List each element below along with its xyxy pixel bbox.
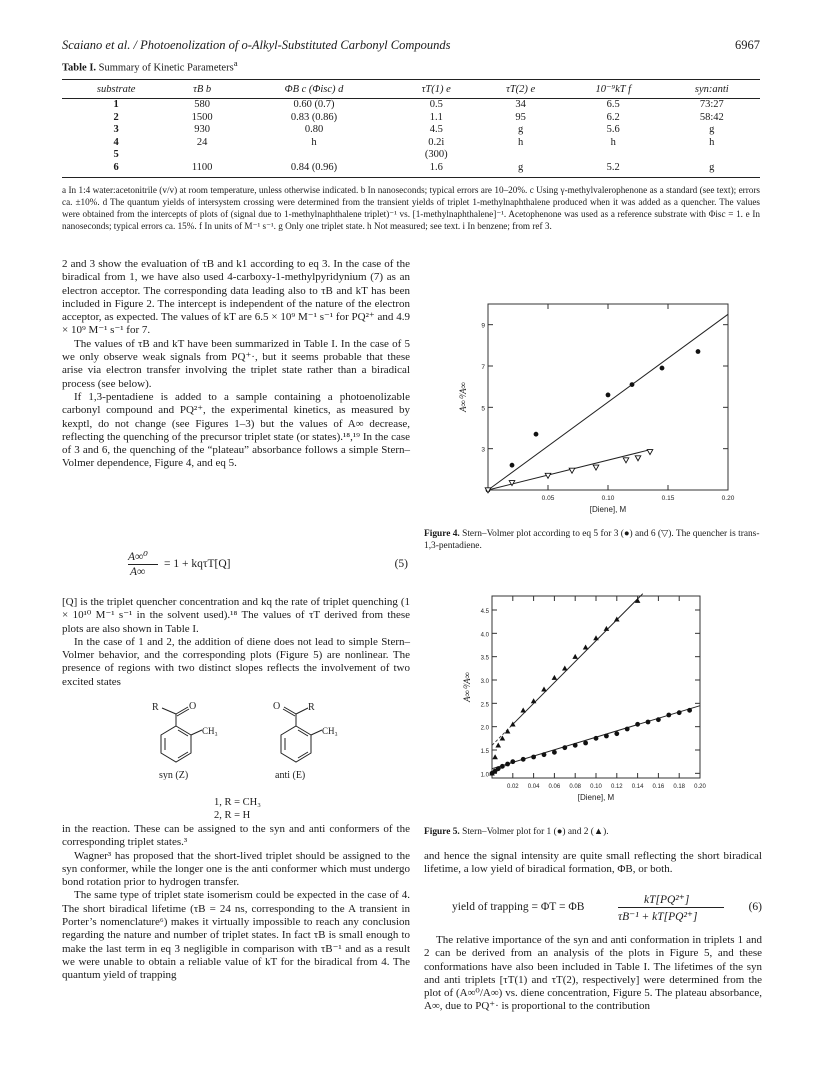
- left-paragraph-6: in the reaction. These can be assigned to the syn and anti conformers of the corresponding triplet states.³: [62, 823, 410, 849]
- table-cell: 2: [113, 111, 119, 123]
- table-cell: 6: [62, 162, 170, 177]
- table-cell: 0.2i: [428, 136, 445, 148]
- figure-5-caption-text: Stern–Volmer plot for 1 (●) and 2 (▲).: [462, 827, 609, 837]
- table-body: [62, 99, 760, 178]
- equation-5: [128, 549, 408, 583]
- x-tick-label: 0.18: [673, 784, 686, 790]
- data-point: [562, 666, 568, 671]
- data-point: [552, 750, 557, 755]
- table-cell: 0.80: [304, 124, 324, 136]
- right-column-block-2: [424, 934, 762, 1014]
- right-paragraph-2: The relative importance of the syn and anti conformation in triplets 1 and 2 can be derived from an analysis of the plots in Figure 5, and these conformations have also been included in Table I. The lifetimes of the syn and anti triplets [τT(1) and τT(2), respectively] were determined from the plot of (A∞⁰/A∞) vs. diene concentration, Figure 5. The plateau absorbance, A∞, due to PQ⁺· is proportional to the contribution: [424, 934, 762, 1013]
- table-caption-sup: a: [233, 58, 238, 68]
- data-point: [510, 759, 515, 764]
- anti-label: anti (E): [275, 770, 306, 780]
- table-cell: h: [709, 136, 715, 148]
- running-header: [62, 38, 760, 54]
- data-point: [583, 645, 589, 650]
- figure-4-chart: [450, 294, 750, 524]
- table-row: [62, 162, 760, 177]
- x-tick-label: 0.08: [569, 784, 582, 790]
- plot-frame: [492, 596, 700, 778]
- x-tick-label: 0.12: [610, 784, 623, 790]
- data-point: [660, 366, 665, 371]
- y-tick-label: 2.0: [480, 725, 489, 732]
- table-row: [62, 99, 760, 112]
- table-row: [62, 137, 760, 150]
- data-point: [606, 393, 611, 398]
- data-point: [646, 720, 651, 725]
- syn-label: syn (Z): [159, 770, 189, 780]
- table-cell: g: [664, 162, 760, 177]
- y-tick-label: 7: [481, 364, 485, 371]
- dashed-fit-line: [492, 724, 513, 745]
- table-cell: 1500: [191, 111, 213, 123]
- data-point: [647, 450, 653, 455]
- table-cell: 0.83 (0.86): [290, 111, 338, 123]
- eq5-number: (5): [394, 558, 408, 570]
- eq6-numerator: kT[PQ²⁺]: [644, 894, 690, 906]
- table-header-row: [62, 80, 760, 99]
- table-column-header: τT(1) e: [394, 80, 478, 99]
- table-cell: 5.6: [606, 124, 620, 136]
- table-cell: 95: [515, 111, 526, 123]
- left-column-block-2: [62, 596, 410, 689]
- data-point: [594, 736, 599, 741]
- x-axis-label: [Diene], M: [577, 793, 615, 802]
- y-tick-label: 4.5: [480, 609, 489, 615]
- kinetic-parameters-table: [62, 79, 760, 178]
- x-tick-label: 0.10: [601, 495, 615, 502]
- table-cell: 5: [113, 149, 119, 161]
- x-tick-label: 0.14: [631, 784, 644, 790]
- y-axis-label: A∞⁰/A∞: [458, 382, 468, 412]
- data-point: [656, 717, 661, 722]
- table-cell: h: [610, 136, 616, 148]
- left-paragraph-3: If 1,3-pentadiene is added to a sample containing a photoenolizable carbonyl compound and PQ²⁺, the experimental kinetics, as measured by kexptl, do not change (see Figures 1–3) but the values of A∞ decrease, reflecting the quenching of the precursor triplet state (or states).¹⁸,¹⁹ In the case of 3 and 6, the quenching of the “plateau” absorbance follows a simple Stern–Volmer dependence, Figure 4, and eq 5.: [62, 390, 410, 470]
- data-point: [573, 743, 578, 748]
- table-row: [62, 124, 760, 137]
- y-tick-label: 1.0: [480, 772, 489, 779]
- table-cell: 6.5: [606, 99, 620, 110]
- eq6-fraction-bar: [618, 907, 724, 908]
- eq5-rhs: = 1 + kqτT[Q]: [164, 558, 231, 570]
- table-cell: h: [518, 136, 524, 148]
- y-tick-label: 3.5: [480, 655, 489, 662]
- page-number: 6967: [735, 38, 760, 52]
- figure-4-caption: [424, 528, 762, 552]
- table-column-header: syn:anti: [664, 80, 760, 99]
- data-point: [495, 743, 501, 748]
- syn-r-label: R: [152, 702, 159, 713]
- y-tick-label: 1.5: [480, 749, 489, 755]
- right-paragraph-1: and hence the signal intensity are quite small reflecting the short biradical lifetime, a low yield of biradical formation, ΦB, or both.: [424, 850, 762, 876]
- table-cell: 1100: [170, 162, 234, 177]
- data-point: [505, 729, 511, 734]
- data-point: [531, 755, 536, 760]
- table-cell: 1: [113, 99, 119, 110]
- data-point: [614, 731, 619, 736]
- table-cell: [234, 149, 394, 162]
- table-cell: g: [478, 162, 562, 177]
- data-point: [510, 463, 515, 468]
- table-cell: 3: [113, 124, 119, 136]
- x-tick-label: 0.20: [721, 495, 735, 502]
- data-point: [630, 382, 635, 387]
- left-paragraph-2: The values of τB and kT have been summarized in Table I. In the case of 5 we only observe weak signals from PQ⁺·, but it seems probable that these arise via electron transfer involving the triplet state rather than a biradical process (see below).: [62, 337, 410, 390]
- table-cell: 4: [113, 136, 119, 148]
- table-row: [62, 149, 760, 162]
- y-axis-label: A∞⁰/A∞: [462, 672, 472, 702]
- syn-ch3-label: CH₃: [202, 726, 218, 736]
- figure-5-chart: [438, 588, 738, 810]
- data-point: [583, 741, 588, 746]
- table-cell: [563, 149, 664, 162]
- x-tick-label: 0.04: [527, 784, 540, 790]
- syn-o-label: O: [189, 702, 197, 712]
- x-tick-label: 0.02: [506, 784, 519, 790]
- data-point: [696, 349, 701, 354]
- x-tick-label: 0.15: [661, 495, 675, 502]
- table-cell: 1.1: [429, 111, 443, 123]
- table-cell: 73:27: [699, 99, 724, 110]
- data-point: [666, 713, 671, 718]
- table-cell: 1.6: [394, 162, 478, 177]
- table-caption: [62, 58, 238, 74]
- chemical-structures: [140, 702, 380, 780]
- table-cell: 0.84 (0.96): [234, 162, 394, 177]
- left-column-block-3: [62, 823, 410, 983]
- table-cell: 24: [196, 136, 208, 148]
- anti-r-label: R: [308, 702, 315, 713]
- data-point: [572, 654, 578, 659]
- fit-line: [488, 314, 728, 490]
- data-point: [569, 468, 575, 473]
- left-column-block-1: [62, 258, 410, 471]
- table-cell: h: [311, 136, 317, 148]
- table-caption-label: Table I.: [62, 62, 97, 74]
- running-title: Scaiano et al. / Photoenolization of o-Alkyl-Substituted Carbonyl Compounds: [62, 38, 451, 52]
- table-cell: 0.60 (0.7): [293, 99, 335, 110]
- table-cell: 930: [194, 124, 210, 136]
- data-point: [635, 722, 640, 727]
- eq6-denominator: τB⁻¹ + kT[PQ²⁺]: [618, 911, 698, 923]
- data-point: [625, 727, 630, 732]
- left-paragraph-5: In the case of 1 and 2, the addition of diene does not lead to simple Stern–Volmer behavior, and the corresponding plots (Figure 5) are nonlinear. The presence of regions with two distinct slopes reflects the involvement of two excited states: [62, 635, 410, 688]
- data-point: [677, 710, 682, 715]
- data-point: [534, 432, 539, 437]
- y-tick-label: 9: [481, 322, 485, 330]
- table-column-header: 10⁻⁹kT f: [563, 80, 664, 99]
- left-paragraph-8: The same type of triplet state isomerism could be expected in the case of 4. The short biradical lifetime (τB = 24 ns, corresponding to the A transient in Porter’s nomenclature⁶) makes it virtually impossible to reach any conclusion regarding the nature and number of triplet states. In fact τB is small enough to make the last term in eq 3 negligible in comparison with τB⁻¹ and as a result we were unable to obtain a reliable value of kT for the biradical from 4. The quantum yield of trapping: [62, 889, 410, 982]
- table-row: [62, 112, 760, 125]
- right-column-block-1: [424, 850, 762, 877]
- data-point: [542, 752, 547, 757]
- table-column-header: substrate: [62, 80, 170, 99]
- eq6-lhs: yield of trapping = ΦT = ΦB: [452, 901, 585, 913]
- data-point: [531, 698, 537, 703]
- y-tick-label: 5: [481, 405, 485, 413]
- data-point: [520, 708, 526, 713]
- data-point: [593, 635, 599, 640]
- data-point: [521, 757, 526, 762]
- table-cell: g: [518, 124, 524, 136]
- equation-6: [452, 892, 762, 926]
- anti-ch3-label: CH₃: [322, 726, 338, 736]
- compound-1-label: 1, R = CH₃: [214, 797, 261, 808]
- eq6-number: (6): [748, 901, 762, 913]
- figure-4-caption-label: Figure 4.: [424, 529, 460, 539]
- eq5-numerator: A∞⁰: [128, 551, 148, 563]
- fit-line: [513, 594, 643, 725]
- table-cell: [664, 149, 760, 162]
- table-footnotes: a In 1:4 water:acetonitrile (v/v) at room temperature, unless otherwise indicated. b In nanoseconds; typical errors are 10–20%. c Using γ-methylvalerophenone as a standard (see text); errors ca. ±10%. d The quantum yields of intersystem crossing were determined from the transient yields of triplet 1-methylnaphthalene produced when it was added as a quencher. The values were obtained from the intercepts of plots of (signal due to 1-methylnaphthalene triplet)⁻¹ vs. [1-methylnaphthalene]⁻¹. Acetophenone was used as a reference substrate with Φisc = 1. e In nanoseconds; typical errors ca. 15%. f In units of M⁻¹ s⁻¹. g Only one triplet state. h Not measured; see text. i In benzene; from ref 3.: [62, 185, 760, 231]
- y-tick-label: 3.0: [480, 679, 489, 685]
- table-cell: 4.5: [429, 124, 443, 136]
- left-paragraph-7: Wagner³ has proposed that the short-lived triplet should be assigned to the syn conformer, while the longer one is the anti conformer which must undergo bond rotation prior to hydrogen transfer.: [62, 849, 410, 889]
- compound-2-label: 2, R = H: [214, 810, 251, 821]
- eq5-denominator: A∞: [130, 566, 146, 578]
- table-cell: 580: [194, 99, 210, 110]
- table-cell: [478, 149, 562, 162]
- data-point: [496, 766, 501, 771]
- x-tick-label: 0.16: [652, 784, 665, 790]
- x-tick-label: 0.05: [541, 495, 555, 502]
- table-cell: 34: [515, 99, 526, 110]
- data-point: [687, 708, 692, 713]
- table-cell: 6.2: [606, 111, 620, 123]
- table-cell: [170, 149, 234, 162]
- table-caption-text: Summary of Kinetic Parameters: [98, 62, 234, 74]
- table-cell: g: [709, 124, 715, 136]
- figure-5-caption-label: Figure 5.: [424, 827, 460, 837]
- table-cell: 5.2: [563, 162, 664, 177]
- x-tick-label: 0.10: [590, 784, 602, 790]
- table-cell: (300): [424, 149, 448, 161]
- table-column-header: τB b: [170, 80, 234, 99]
- data-point: [562, 745, 567, 750]
- left-paragraph-4: [Q] is the triplet quencher concentration and kq the rate of triplet quenching (1 × 10¹⁰ M⁻¹ s⁻¹ in the solvent used).¹⁸ The values of τT derived from these plots are also shown in Table I.: [62, 596, 410, 635]
- left-paragraph-1: 2 and 3 show the evaluation of τB and k1 according to eq 3. In the case of the biradical from 1, we have also used 4-carboxy-1-methylpyridynium (7) as an electron acceptor. The corresponding data leading also to τB and kT has been included in Figure 2. The intercept is independent of the nature of the electron acceptor, as expected. The values of kT are 6.5 × 10⁹ M⁻¹ s⁻¹ for PQ²⁺ and 4.9 × 10⁹ M⁻¹ s⁻¹ for 7.: [62, 258, 410, 337]
- data-point: [604, 734, 609, 739]
- y-tick-label: 2.5: [480, 702, 489, 709]
- y-tick-label: 3: [481, 446, 485, 454]
- data-point: [505, 762, 510, 767]
- figure-4-caption-text: Stern–Volmer plot according to eq 5 for 3 (●) and 6 (▽). The quencher is trans-1,3-pentadiene.: [424, 529, 760, 551]
- table-column-header: ΦB c (Φisc) d: [234, 80, 394, 99]
- anti-o-label: O: [273, 702, 281, 712]
- table-cell: 0.5: [429, 99, 443, 110]
- y-tick-label: 4.0: [480, 632, 489, 639]
- x-tick-label: 0.06: [548, 784, 561, 790]
- table-column-header: τT(2) e: [478, 80, 562, 99]
- data-point: [593, 465, 599, 470]
- eq5-fraction-bar: [128, 564, 158, 565]
- data-point: [541, 687, 547, 692]
- data-point: [623, 458, 629, 463]
- x-tick-label: 0.20: [694, 784, 706, 790]
- data-point: [500, 764, 505, 769]
- table-cell: 58:42: [699, 111, 724, 123]
- data-point: [635, 456, 641, 461]
- data-point: [492, 754, 498, 759]
- x-axis-label: [Diene], M: [589, 505, 627, 514]
- figure-5-caption: [424, 826, 762, 838]
- data-point: [552, 675, 558, 680]
